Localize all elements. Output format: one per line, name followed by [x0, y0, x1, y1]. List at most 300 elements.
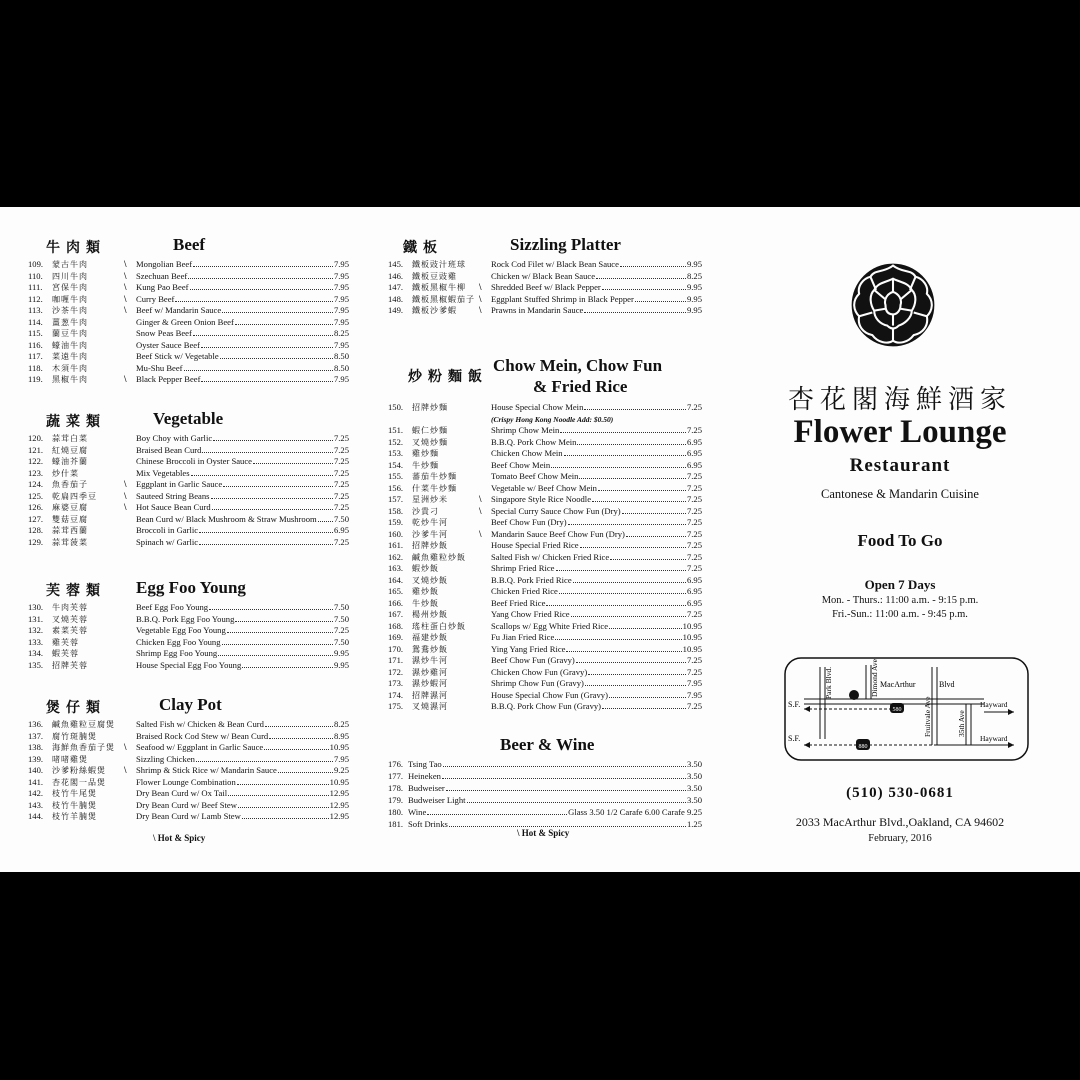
- item-price: 7.95: [333, 316, 349, 327]
- item-number: 149.: [388, 305, 404, 315]
- spicy-icon: \: [124, 479, 127, 489]
- section-title-chinese: 芙蓉類: [46, 584, 106, 599]
- dot-leader: [209, 609, 333, 610]
- spicy-icon: \: [479, 528, 482, 539]
- item-price: 7.95: [686, 678, 702, 688]
- menu-item: [28, 648, 353, 660]
- item-name-chinese: 招牌芙蓉: [52, 660, 88, 670]
- menu-item: [388, 305, 706, 317]
- item-price: 7.95: [333, 293, 349, 304]
- item-number: 170.: [388, 643, 404, 654]
- item-price: 7.25: [686, 528, 702, 539]
- dot-leader: [442, 778, 686, 779]
- item-number: 169.: [388, 632, 404, 642]
- section-vegetable: [28, 405, 353, 548]
- item-name: Bean Curd w/ Black Mushroom & Straw Mushroom: [136, 513, 317, 524]
- item-price: 6.95: [333, 525, 349, 535]
- item-price: 9.25: [333, 765, 349, 775]
- item-number: 111.: [28, 282, 43, 292]
- item-price: 7.25: [333, 433, 349, 443]
- item-price: 7.25: [333, 490, 349, 501]
- item-price: Glass 3.50 1/2 Carafe 6.00 Carafe 9.25: [568, 807, 702, 817]
- item-name-chinese: 沙貴刁: [412, 506, 439, 516]
- item-name: Beef Chow Mein: [491, 459, 551, 470]
- section-title-chinese: 鐵板: [403, 241, 443, 256]
- menu-item: [388, 529, 706, 541]
- menu-item: [28, 754, 353, 766]
- menu-item: [388, 655, 706, 667]
- item-price: 7.95: [333, 259, 349, 269]
- item-name-chinese: 沙爹牛河: [412, 529, 448, 539]
- menu-item: [28, 719, 353, 731]
- item-name: Shrimp Egg Foo Young: [136, 648, 218, 658]
- dot-leader: [202, 452, 333, 453]
- section-title-chinese: 煲仔類: [46, 701, 106, 716]
- hot-spicy-legend: [153, 833, 205, 843]
- item-price: 7.25: [686, 402, 702, 412]
- spicy-icon: \: [153, 833, 156, 843]
- item-name: Vegetable w/ Beef Chow Mein: [491, 482, 597, 493]
- section-sizzling-platter: [388, 231, 706, 317]
- fruitvale-ave-label: Fruitvale Ave: [923, 696, 932, 737]
- item-number: 118.: [28, 362, 43, 373]
- item-price: 6.95: [686, 459, 702, 470]
- item-number: 173.: [388, 678, 404, 688]
- menu-item: [388, 483, 706, 495]
- menu-item: [388, 632, 706, 644]
- item-price: 3.50: [686, 759, 702, 769]
- item-price: 7.50: [333, 613, 349, 624]
- item-name-chinese: 魚香茄子: [52, 480, 88, 489]
- item-price: 6.95: [686, 586, 702, 596]
- item-price: 7.25: [686, 609, 702, 619]
- dot-leader: [571, 616, 686, 617]
- dot-leader: [609, 697, 686, 698]
- item-price: 12.95: [329, 799, 349, 810]
- section-title: Clay Pot: [159, 695, 222, 714]
- dot-leader: [235, 324, 333, 325]
- item-number: 139.: [28, 753, 44, 764]
- item-price: 3.50: [686, 771, 702, 781]
- dot-leader: [573, 582, 686, 583]
- item-price: 7.25: [333, 536, 349, 547]
- item-number: 168.: [388, 620, 404, 631]
- hayward-label-1: Hayward: [980, 700, 1008, 709]
- item-name-chinese: 濕炒牛河: [412, 656, 448, 665]
- menu-item: [28, 514, 353, 526]
- dot-leader: [598, 490, 686, 491]
- item-name-chinese: 蒜茸西蘭: [52, 526, 88, 535]
- item-price: 6.95: [686, 436, 702, 447]
- section-title: Vegetable: [153, 409, 224, 428]
- item-price: 10.95: [682, 643, 702, 654]
- menu-item: [28, 479, 353, 491]
- item-name-chinese: 叉燒濕河: [412, 702, 448, 711]
- sf-label-2: S.F.: [788, 734, 801, 743]
- item-name-chinese: 蕃茄牛炒麵: [412, 472, 457, 481]
- item-price: 8.25: [333, 328, 349, 338]
- item-name-chinese: 枝竹牛腩煲: [52, 800, 97, 810]
- menu-item: [28, 614, 353, 626]
- menu-item: [388, 425, 706, 437]
- item-name-chinese: 炒什菜: [52, 468, 79, 478]
- dot-leader: [556, 570, 686, 571]
- item-number: 148.: [388, 293, 404, 304]
- item-name: Scallops w/ Egg White Fried Rice: [491, 620, 609, 631]
- item-name-chinese: 鐵板豆豉雞: [412, 271, 457, 281]
- item-price: 7.95: [333, 270, 349, 281]
- section-clay-pot: [28, 691, 353, 823]
- dot-leader: [560, 432, 686, 433]
- item-name-chinese: 蝦仁炒麵: [412, 426, 448, 435]
- hayward-label-2: Hayward: [980, 734, 1008, 743]
- item-name-chinese: 薑葱牛肉: [52, 317, 88, 327]
- dot-leader: [264, 749, 328, 750]
- item-name: Tomato Beef Chow Mein: [491, 471, 579, 481]
- dot-leader: [278, 772, 333, 773]
- dot-leader: [579, 478, 685, 479]
- menu-item: [28, 811, 353, 823]
- item-number: 150.: [388, 402, 404, 412]
- item-name: Chicken Chow Mein: [491, 448, 563, 458]
- section-header: [28, 231, 353, 257]
- item-name: Beef Egg Foo Young: [136, 602, 209, 612]
- item-name-chinese: 濕炒蝦河: [412, 679, 448, 688]
- item-name: Mix Vegetables: [136, 467, 190, 478]
- item-number: 160.: [388, 528, 404, 539]
- section-header: [28, 405, 353, 431]
- item-name-chinese: 濕炒雞河: [412, 667, 448, 677]
- menu-item: [388, 460, 706, 472]
- item-name-chinese: 雙菇豆腐: [52, 514, 88, 524]
- item-name: Vegetable Egg Foo Young: [136, 625, 226, 635]
- item-name-chinese: 福建炒飯: [412, 633, 448, 642]
- item-name-chinese: 蝦炒飯: [412, 564, 439, 573]
- dot-leader: [222, 644, 333, 645]
- item-name-chinese: 雞炒飯: [412, 587, 439, 596]
- dot-leader: [220, 358, 333, 359]
- item-name: Dry Bean Curd w/ Beef Stew: [136, 799, 237, 810]
- item-price: 6.95: [686, 597, 702, 608]
- dot-leader: [201, 381, 333, 382]
- item-name-chinese: 枝竹羊腩煲: [52, 812, 97, 821]
- spicy-icon: \: [124, 270, 127, 281]
- spicy-icon: \: [124, 305, 127, 315]
- item-name: B.B.Q. Pork Fried Rice: [491, 574, 572, 585]
- item-name: Curry Beef: [136, 293, 175, 304]
- item-price: 9.95: [686, 293, 702, 304]
- dot-leader: [269, 738, 333, 739]
- item-price: 8.25: [333, 719, 349, 729]
- item-name: Budweiser: [408, 783, 445, 793]
- item-number: 113.: [28, 305, 43, 315]
- item-number: 153.: [388, 448, 404, 458]
- item-name-chinese: 鐵板黑椒牛柳: [412, 283, 466, 292]
- legend-label: Hot & Spicy: [157, 833, 206, 843]
- menu-item: [388, 678, 706, 690]
- dimond-ave-label: Dimond Ave: [870, 659, 879, 697]
- item-name: Wine: [408, 807, 427, 817]
- item-number: 134.: [28, 648, 44, 658]
- spicy-icon: \: [124, 490, 127, 501]
- menu-item: [28, 637, 353, 649]
- dot-leader: [635, 301, 686, 302]
- item-number: 161.: [388, 540, 404, 550]
- dot-leader: [585, 685, 686, 686]
- item-name-chinese: 星洲炒米: [412, 495, 448, 504]
- item-price: 7.95: [686, 689, 702, 700]
- dot-leader: [576, 662, 686, 663]
- menu-item: [388, 552, 706, 564]
- item-number: 124.: [28, 479, 44, 489]
- item-number: 167.: [388, 609, 404, 619]
- menu-item: [28, 537, 353, 549]
- dot-leader: [199, 532, 333, 533]
- menu-item: [388, 609, 706, 621]
- item-name-chinese: 鐵板豉汁班球: [412, 260, 466, 269]
- item-number: 155.: [388, 471, 404, 481]
- item-price: 8.95: [333, 730, 349, 741]
- item-name: Shrimp & Stick Rice w/ Mandarin Sauce: [136, 765, 277, 775]
- item-price: 7.95: [333, 305, 349, 315]
- item-number: 174.: [388, 689, 404, 700]
- menu-item: [388, 644, 706, 656]
- item-name-chinese: 雞芙蓉: [52, 637, 79, 647]
- item-name: B.B.Q. Pork Chow Fun (Gravy): [491, 701, 602, 711]
- section-header: [388, 352, 706, 400]
- item-name-chinese: 招牌濕河: [412, 690, 448, 700]
- menu-date: February, 2016: [868, 833, 932, 844]
- item-number: 110.: [28, 270, 43, 281]
- item-number: 135.: [28, 659, 44, 670]
- menu-item: [28, 625, 353, 637]
- item-name: Salted Fish w/ Chicken Fried Rice: [491, 551, 610, 562]
- item-price: 9.95: [333, 648, 349, 658]
- dot-leader: [238, 807, 329, 808]
- blvd-label: Blvd: [939, 680, 955, 689]
- item-price: 9.95: [686, 282, 702, 292]
- item-price: 9.95: [333, 659, 349, 670]
- menu-item: [28, 282, 353, 294]
- menu-item: [388, 795, 706, 807]
- item-name: Beef Fried Rice: [491, 597, 546, 608]
- dot-leader: [546, 605, 686, 606]
- item-number: 146.: [388, 270, 404, 281]
- menu-item: [28, 363, 353, 375]
- item-name: Ginger & Green Onion Beef: [136, 316, 234, 327]
- item-price: 7.25: [686, 540, 702, 550]
- item-number: 165.: [388, 586, 404, 596]
- item-price: 7.25: [686, 551, 702, 562]
- menu-item: [28, 765, 353, 777]
- spicy-icon: \: [124, 259, 127, 269]
- item-name-chinese: 蠔油牛肉: [52, 340, 88, 350]
- item-name: Prawns in Mandarin Sauce: [491, 305, 584, 315]
- item-name: Singapore Style Rice Noodle: [491, 494, 592, 504]
- item-name-chinese: 牛炒飯: [412, 598, 439, 608]
- item-name-chinese: 叉燒炒麵: [412, 437, 448, 447]
- item-number: 151.: [388, 425, 404, 435]
- dot-leader: [190, 289, 333, 290]
- item-name-chinese: 什菜牛炒麵: [412, 483, 457, 493]
- dot-leader: [228, 795, 329, 796]
- menu-item: [28, 305, 353, 317]
- item-price: 12.95: [329, 811, 349, 821]
- item-name: Mongolian Beef: [136, 259, 193, 269]
- dot-leader: [555, 639, 681, 640]
- item-price: 10.95: [329, 776, 349, 787]
- item-number: 158.: [388, 505, 404, 516]
- spicy-icon: \: [479, 505, 482, 516]
- item-price: 7.50: [333, 602, 349, 612]
- item-name: Beef Chow Fun (Dry): [491, 517, 567, 527]
- menu-item: [28, 800, 353, 812]
- dot-leader: [184, 370, 333, 371]
- item-price: 1.25: [686, 819, 702, 829]
- dot-leader: [253, 463, 333, 464]
- item-number: 129.: [28, 536, 44, 547]
- item-price: 6.95: [686, 574, 702, 585]
- item-name-chinese: 招牌炒麵: [412, 403, 448, 412]
- item-number: 123.: [28, 467, 44, 478]
- restaurant-subtitle: Restaurant: [849, 455, 951, 476]
- item-number: 112.: [28, 293, 43, 304]
- hours-weekday: Mon. - Thurs.: 11:00 a.m. - 9:15 p.m.: [821, 595, 979, 606]
- item-name-chinese: 宮保牛肉: [52, 283, 88, 292]
- section-title: Chow Mein, Chow Fun: [493, 356, 663, 375]
- menu-item: [28, 468, 353, 480]
- item-name-chinese: 啫啫雞煲: [52, 754, 88, 764]
- item-number: 175.: [388, 701, 404, 711]
- item-name: Mu-Shu Beef: [136, 362, 183, 373]
- menu-item: [28, 351, 353, 363]
- item-name-chinese: 蒜茸菠菜: [52, 537, 88, 547]
- item-number: 131.: [28, 613, 44, 624]
- item-number: 178.: [388, 783, 404, 793]
- item-number: 130.: [28, 602, 44, 612]
- item-number: 133.: [28, 636, 44, 647]
- dot-leader: [551, 467, 686, 468]
- item-price: 8.25: [686, 270, 702, 281]
- item-price: 9.95: [686, 305, 702, 315]
- item-number: 137.: [28, 730, 44, 741]
- menu-item: [388, 448, 706, 460]
- menu-item: [388, 271, 706, 283]
- menu-item: [28, 602, 353, 614]
- dot-leader: [265, 726, 333, 727]
- menu-item: [388, 540, 706, 552]
- spicy-icon: \: [124, 374, 127, 384]
- item-name: Special Curry Sauce Chow Fun (Dry): [491, 505, 621, 516]
- item-price: 7.25: [686, 494, 702, 504]
- address: 2033 MacArthur Blvd.,Oakland, CA 94602: [795, 815, 1005, 829]
- item-name-chinese: 海鮮魚香茄子煲: [52, 743, 115, 752]
- section-egg-foo-young: [28, 574, 353, 671]
- section-title-chinese: 牛肉類: [46, 241, 106, 256]
- item-number: 166.: [388, 597, 404, 608]
- item-name-chinese: 菜遠牛肉: [52, 352, 88, 361]
- menu-item: [388, 701, 706, 713]
- section-title: Beer & Wine: [500, 735, 595, 754]
- item-number: 126.: [28, 502, 44, 512]
- item-price: 7.25: [686, 482, 702, 493]
- item-name: Spinach w/ Garlic: [136, 536, 199, 547]
- item-number: 145.: [388, 259, 404, 269]
- item-name: Beef Stick w/ Vegetable: [136, 351, 219, 361]
- menu-item: [28, 445, 353, 457]
- item-name: Hot Sauce Bean Curd: [136, 502, 211, 512]
- menu-item: [388, 517, 706, 529]
- spicy-icon: \: [124, 502, 127, 512]
- spicy-icon: \: [479, 293, 482, 304]
- item-name: Snow Peas Beef: [136, 328, 192, 338]
- dot-leader: [242, 667, 333, 668]
- item-name: House Special Chow Mein: [491, 402, 584, 412]
- item-name-chinese: 蘭豆牛肉: [52, 329, 88, 338]
- menu-item: [388, 586, 706, 598]
- item-price: 7.25: [333, 444, 349, 455]
- item-name: Heineken: [408, 771, 441, 781]
- item-name: Shredded Beef w/ Black Pepper: [491, 282, 601, 292]
- item-number: 122.: [28, 456, 44, 466]
- item-number: 142.: [28, 788, 44, 798]
- spicy-icon: \: [124, 765, 127, 775]
- menu-item: [388, 690, 706, 702]
- dot-leader: [584, 312, 686, 313]
- item-number: 119.: [28, 374, 43, 384]
- item-name: Braised Bean Curd: [136, 444, 202, 455]
- spicy-icon: \: [479, 282, 482, 292]
- menu-item: [28, 271, 353, 283]
- menu-item: [28, 660, 353, 672]
- item-name: Chinese Broccoli in Oyster Sauce: [136, 456, 252, 466]
- item-price: 7.25: [333, 502, 349, 512]
- item-name: Seafood w/ Eggplant in Garlic Sauce: [136, 742, 264, 752]
- item-number: 152.: [388, 436, 404, 447]
- menu-item: [388, 259, 706, 271]
- item-name: House Special Fried Rice: [491, 540, 579, 550]
- item-number: 115.: [28, 328, 43, 338]
- item-number: 125.: [28, 490, 44, 501]
- item-name: Shrimp Fried Rice: [491, 563, 555, 573]
- item-number: 177.: [388, 771, 404, 781]
- item-number: 172.: [388, 666, 404, 677]
- item-price: 10.95: [682, 620, 702, 631]
- dot-leader: [443, 766, 686, 767]
- item-number: 127.: [28, 513, 44, 524]
- section-title: Sizzling Platter: [510, 235, 621, 254]
- dot-leader: [449, 826, 686, 827]
- dot-leader: [175, 301, 333, 302]
- dot-leader: [610, 559, 686, 560]
- item-name: Chicken Chow Fun (Gravy): [491, 666, 588, 677]
- item-number: 114.: [28, 316, 43, 327]
- menu-item: [28, 731, 353, 743]
- item-name-chinese: 杏花閣一品煲: [52, 777, 106, 787]
- section-beer-wine: [388, 731, 706, 831]
- item-name: Dry Bean Curd w/ Ox Tail: [136, 788, 228, 798]
- item-name: Ying Yang Fried Rice: [491, 643, 566, 654]
- menu-item: [388, 807, 706, 819]
- item-price: 7.25: [333, 479, 349, 489]
- item-name-chinese: 乾炒牛河: [412, 518, 448, 527]
- section-chow-mein: [388, 352, 706, 713]
- dot-leader: [191, 475, 333, 476]
- item-name-chinese: 沙爹粉絲蝦煲: [52, 766, 106, 775]
- item-number: 171.: [388, 655, 404, 665]
- item-name: Szechuan Beef: [136, 270, 188, 281]
- hot-spicy-legend-2: [517, 828, 569, 838]
